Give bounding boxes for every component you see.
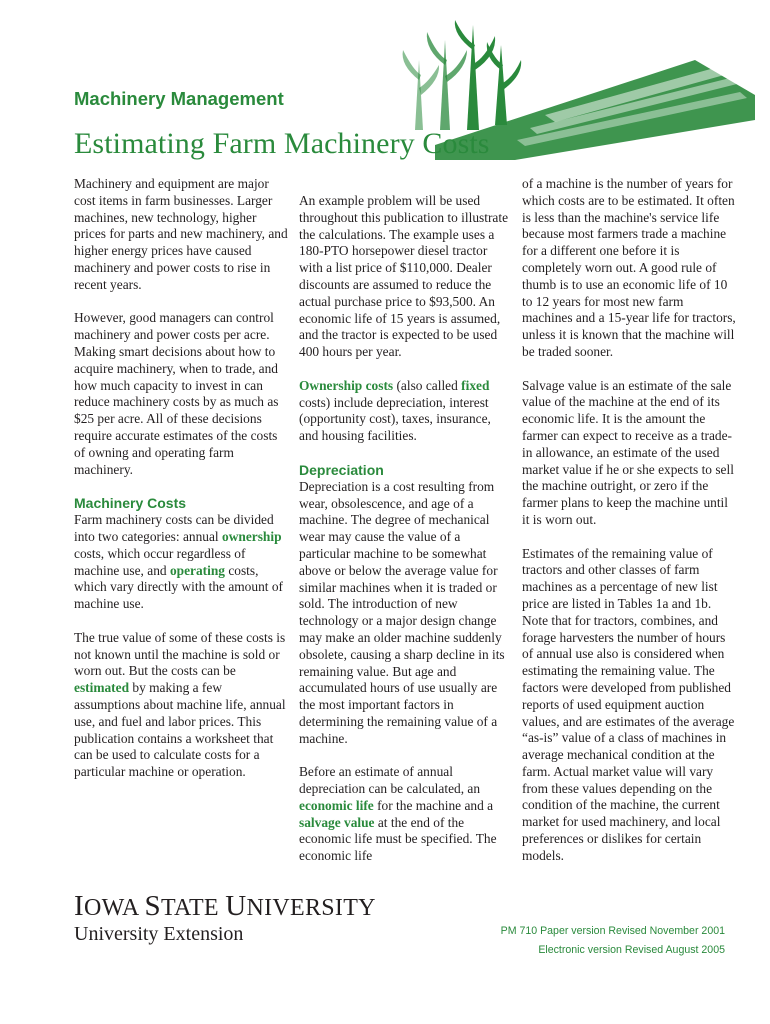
paragraph: The true value of some of these costs is not known until the machine is sold or worn out. But the costs can be estimated by making a few assumptions about machine life, annual use, and fuel and labor prices. This publication contains a worksheet that can be used to calculate costs for a particular machine or operation. — [74, 629, 286, 780]
term-ownership-costs: Ownership costs — [299, 377, 394, 393]
term-ownership: ownership — [222, 528, 282, 544]
term-economic-life: economic life — [299, 797, 374, 813]
page-title: Estimating Farm Machinery Costs — [74, 127, 490, 160]
iowa-state-university-logo — [74, 892, 394, 946]
series-label: Machinery Management — [74, 88, 284, 109]
term-estimated: estimated — [74, 680, 130, 696]
column-1 — [74, 176, 288, 798]
paragraph: Ownership costs (also called fixed costs) include depreciation, interest (opportunity cost), taxes, insurance, and housing facilities. — [299, 377, 491, 444]
paragraph: Depreciation is a cost resulting from wear, obsolescence, and age of a machine. The degree of mechanical wear may cause the value of a particular machine to be somewhat above or below the average value for similar machines when it is traded or sold. The introduction of new technology or a major design change may make an older machine suddenly obsolete, causing a sharp decline in its remaining value. But age and accumulated hours of use usually are the most important factors in determining the remaining value of a machine. — [299, 478, 505, 746]
electronic-version-note: Electronic version Revised August 2005 — [538, 944, 725, 956]
paragraph: However, good managers can control machinery and power costs per acre. Making smart decisions about how to acquire machinery, when to trade, and how much capacity to invest in can reduce machinery costs by as much as $25 per acre. All of these decisions require accurate estimates of the costs of owning and operating farm machinery. — [74, 310, 279, 477]
paragraph: Salvage value is an estimate of the sale value of the machine at the end of its economic life. It is the amount the farmer can expect to receive as a trade-in allowance, an estimate of the used market value if he or she expects to sell the machine outright, or zero if the farmer plans to keep the machine until it is worn out. — [522, 377, 734, 527]
paragraph: of a machine is the number of years for which costs are to be estimated. It often is less than the machine's service life because most farmers trade a machine for a different one before it is completely worn out. A good rule of thumb is to use an economic life of 10 to 12 years for most new farm machines and a 15-year life for tractors, unless it is known that the machine will be traded sooner. — [522, 176, 736, 359]
publication-note: PM 710 Paper version Revised November 2001 — [500, 925, 725, 937]
paragraph: An example problem will be used throughout this publication to illustrate the calculations. The example uses a 180-PTO horsepower diesel tractor with a list price of $110,000. Dealer discounts are assumed to reduce the actual purchase price to $93,500. An economic life of 15 years is assumed, and the tractor is expected to be used 400 hours per year. — [299, 193, 509, 360]
paragraph: Farm machinery costs can be divided into two categories: annual ownership costs, which occur regardless of machine use, and operating costs, which vary directly with the amount of machine use. — [74, 512, 283, 612]
logo-wordmark: IOWA STATE UNIVERSITY — [74, 890, 376, 922]
term-salvage-value: salvage value — [299, 814, 375, 830]
heading-machinery-costs: Machinery Costs — [74, 495, 187, 512]
paragraph: Machinery and equipment are major cost items in farm businesses. Larger machines, new technology, higher prices for parts and new machinery, and higher energy prices have caused machinery and power costs to rise in recent years. — [74, 176, 288, 292]
paragraph: Estimates of the remaining value of tractors and other classes of farm machines as a percentage of new list price are listed in Tables 1a and 1b. Note that for tractors, combines, and forage harvesters the number of hours of annual use also is considered when estimating the remaining value. The factors were developed from published reports of used equipment auction values, and are estimates of the average “as-is” value of a class of machines in average mechanical condition at the farm. Actual market value will vary from these values depending on the condition of the machine, the current market for used machinery, and local preferences or dislikes for certain models. — [522, 545, 735, 863]
heading-depreciation: Depreciation — [299, 461, 384, 478]
term-fixed: fixed — [461, 377, 490, 393]
term-operating: operating — [169, 562, 225, 578]
column-2 — [299, 193, 513, 882]
logo-subtitle: University Extension — [74, 923, 244, 945]
paragraph: Before an estimate of annual depreciation can be calculated, an economic life for the machine and a salvage value at the end of the economic life must be specified. The economic life — [299, 764, 497, 864]
column-3 — [522, 176, 736, 881]
